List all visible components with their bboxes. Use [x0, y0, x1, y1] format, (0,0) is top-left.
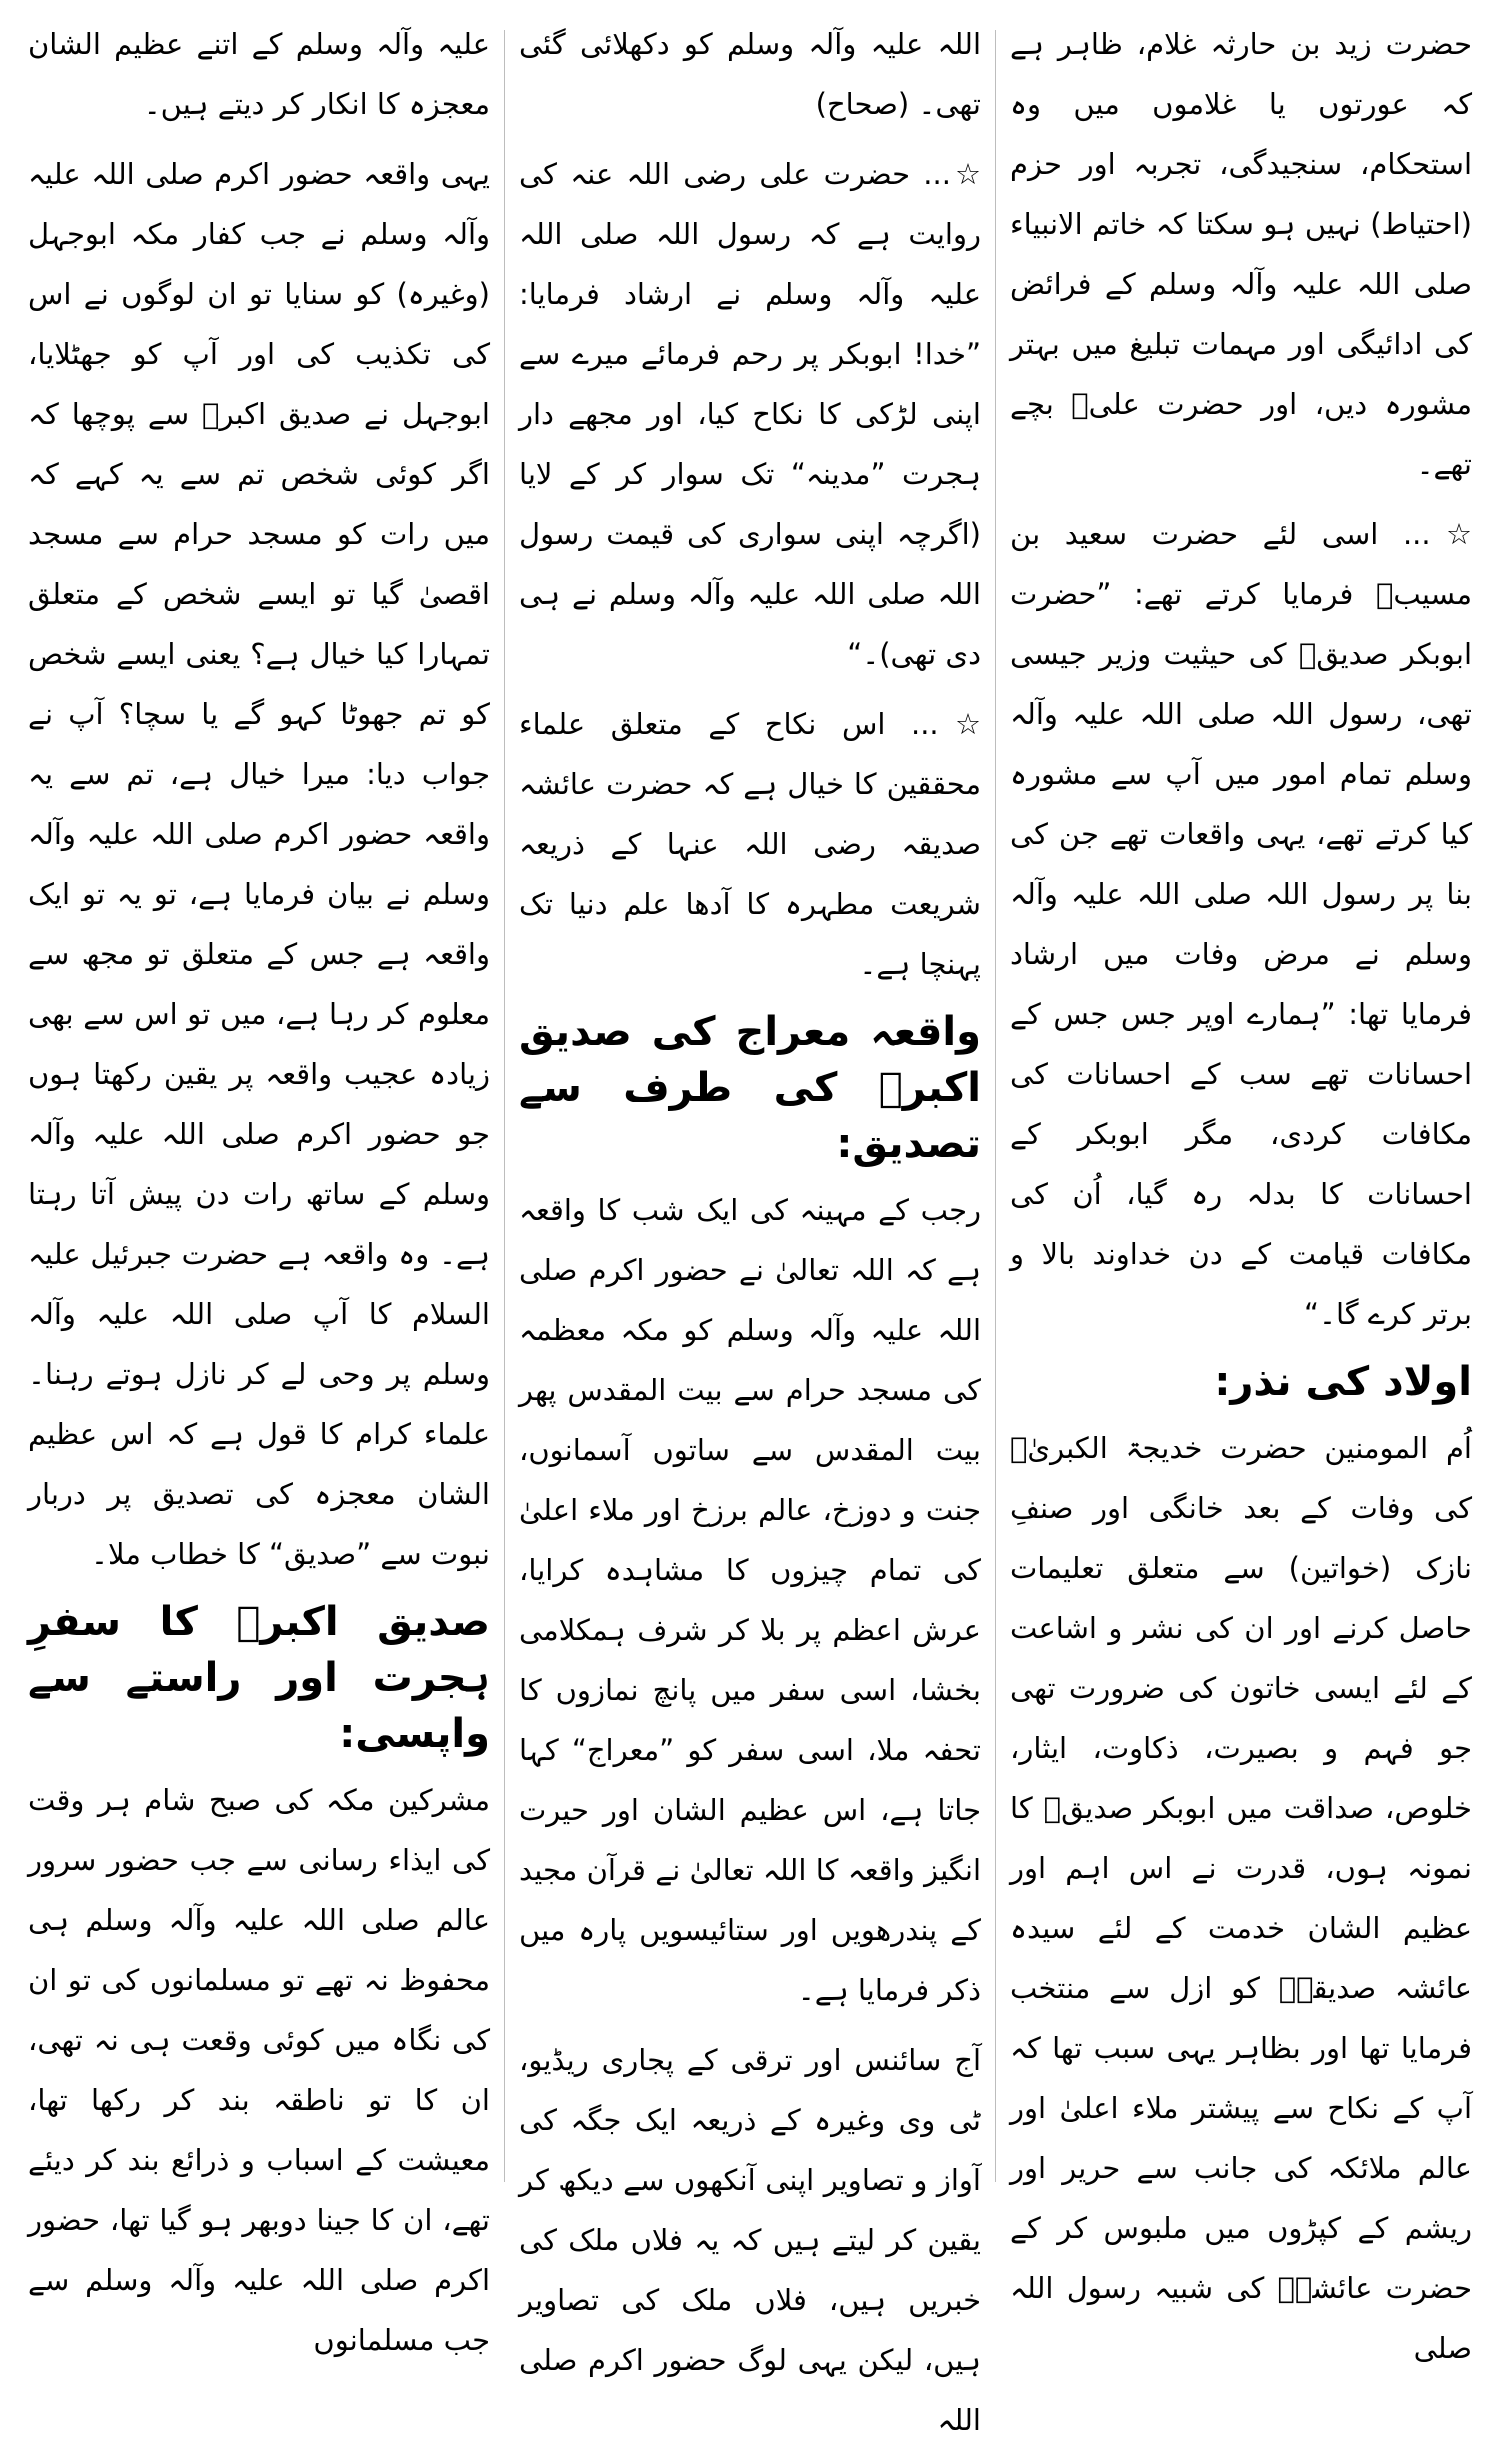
column-divider	[995, 30, 996, 2182]
paragraph: اُم المومنین حضرت خدیجۃ الکبریٰؓ کی وفات کے بعد خانگی اور صنفِ نازک (خواتین) سے متعلق تعلیمات حاصل کرنے اور ان کی نشر و اشاعت کے لئے ایسی خاتون کی ضرورت تھی جو فہم و بصیرت، ذکاوت، ایثار، خلوص، صداقت میں ابوبکر صدیقؓ کا نمونہ ہوں، قدرت نے اس اہم اور عظیم الشان خدمت کے لئے سیدہ عائشہ صدیقہؓ کو ازل سے منتخب فرمایا تھا اور بظاہر یہی سبب تھا کہ آپ کے نکاح سے پیشتر ملاء اعلیٰ اور عالم ملائکہ کی جانب سے حریر اور ریشم کے کپڑوں میں ملبوس کر کے حضرت عائشہؓ کی شبیہ رسول اللہ صلی	[1010, 1431, 1472, 2365]
column-right	[1010, 14, 1472, 2365]
paragraph: ☆... حضرت علی رضی اللہ عنہ کی روایت ہے کہ رسول اللہ صلی اللہ علیہ وآلہ وسلم نے ارشاد فرمایا: ”خدا! ابوبکر پر رحم فرمائے میرے سے اپنی لڑکی کا نکاح کیا، اور مجھے دار ہجرت ”مدینہ“ تک سوار کر کے لایا (اگرچہ اپنی سواری کی قیمت رسول اللہ صلی اللہ علیہ وآلہ وسلم نے ہی دی تھی)۔“	[519, 157, 981, 671]
paragraph: حضرت زید بن حارثہ غلام، ظاہر ہے کہ عورتوں یا غلاموں میں وہ استحکام، سنجیدگی، تجربہ اور حزم (احتیاط) نہیں ہو سکتا کہ خاتم الانبیاء صلی اللہ علیہ وآلہ وسلم کے فرائض کی ادائیگی اور مہمات تبلیغ میں بہتر مشورہ دیں، اور حضرت علیؓ بچے تھے۔	[1010, 27, 1472, 481]
section-heading: صدیق اکبرؓ کا سفرِ ہجرت اور راستے سے واپسی:	[28, 1599, 490, 1757]
column-divider	[504, 30, 505, 2182]
paragraph: مشرکین مکہ کی صبح شام ہر وقت کی ایذاء رسانی سے جب حضور سرور عالم صلی اللہ علیہ وآلہ وسلم ہی محفوظ نہ تھے تو مسلمانوں کی تو ان کی نگاہ میں کوئی وقعت ہی نہ تھی، ان کا تو ناطقہ بند کر رکھا تھا، معیشت کے اسباب و ذرائع بند کر دیئے تھے، ان کا جینا دوبھر ہو گیا تھا، حضور اکرم صلی اللہ علیہ وآلہ وسلم سے جب مسلمانوں	[28, 1783, 490, 2357]
column-middle	[519, 14, 981, 2437]
paragraph: علیہ وآلہ وسلم کے اتنے عظیم الشان معجزہ کا انکار کر دیتے ہیں۔	[28, 27, 490, 121]
paragraph: اللہ علیہ وآلہ وسلم کو دکھلائی گئی تھی۔ (صحاح)	[519, 27, 981, 121]
column-left	[28, 14, 490, 2357]
paragraph: ☆... اس نکاح کے متعلق علماء محققین کا خیال ہے کہ حضرت عائشہ صدیقہ رضی اللہ عنہا کے ذریعہ شریعت مطہرہ کا آدھا علم دنیا تک پہنچا ہے۔	[519, 707, 981, 981]
section-heading: اولاد کی نذر:	[1214, 1359, 1472, 1405]
section-heading: واقعہ معراج کی صدیق اکبرؓ کی طرف سے تصدیق:	[519, 1009, 981, 1167]
paragraph: آج سائنس اور ترقی کے پجاری ریڈیو، ٹی وی وغیرہ کے ذریعہ ایک جگہ کی آواز و تصاویر اپنی آنکھوں سے دیکھ کر یقین کر لیتے ہیں کہ یہ فلاں ملک کی خبریں ہیں، فلاں ملک کی تصاویر ہیں، لیکن یہی لوگ حضور اکرم صلی اللہ	[519, 2043, 981, 2437]
paragraph: یہی واقعہ حضور اکرم صلی اللہ علیہ وآلہ وسلم نے جب کفار مکہ ابوجہل (وغیرہ) کو سنایا تو ان لوگوں نے اس کی تکذیب کی اور آپ کو جھٹلایا، ابوجہل نے صدیق اکبرؓ سے پوچھا کہ اگر کوئی شخص تم سے یہ کہے کہ میں رات کو مسجد حرام سے مسجد اقصیٰ گیا تو ایسے شخص کے متعلق تمہارا کیا خیال ہے؟ یعنی ایسے شخص کو تم جھوٹا کہو گے یا سچا؟ آپ نے جواب دیا: میرا خیال ہے، تم سے یہ واقعہ حضور اکرم صلی اللہ علیہ وآلہ وسلم نے بیان فرمایا ہے، تو یہ تو ایک واقعہ ہے جس کے متعلق تو مجھ سے معلوم کر رہا ہے، میں تو اس سے بھی زیادہ عجیب واقعہ پر یقین رکھتا ہوں جو حضور اکرم صلی اللہ علیہ وآلہ وسلم کے ساتھ رات دن پیش آتا رہتا ہے۔ وہ واقعہ ہے حضرت جبرئیل علیہ السلام کا آپ صلی اللہ علیہ وآلہ وسلم پر وحی لے کر نازل ہوتے رہنا۔ علماء کرام کا قول ہے کہ اس عظیم الشان معجزہ کی تصدیق پر دربار نبوت سے ”صدیق“ کا خطاب ملا۔	[28, 157, 490, 1571]
paragraph: ☆... اسی لئے حضرت سعید بن مسیبؒ فرمایا کرتے تھے: ”حضرت ابوبکر صدیقؓ کی حیثیت وزیر جیسی تھی، رسول اللہ صلی اللہ علیہ وآلہ وسلم تمام امور میں آپ سے مشورہ کیا کرتے تھے، یہی واقعات تھے جن کی بنا پر رسول اللہ صلی اللہ علیہ وآلہ وسلم نے مرض وفات میں ارشاد فرمایا تھا: ”ہمارے اوپر جس جس کے احسانات تھے سب کے احسانات کی مکافات کردی، مگر ابوبکر کے احسانات کا بدلہ رہ گیا، اُن کی مکافات قیامت کے دن خداوند بالا و برتر کرے گا۔“	[1010, 517, 1472, 1331]
paragraph: رجب کے مہینہ کی ایک شب کا واقعہ ہے کہ اللہ تعالیٰ نے حضور اکرم صلی اللہ علیہ وآلہ وسلم کو مکہ معظمہ کی مسجد حرام سے بیت المقدس پھر بیت المقدس سے ساتوں آسمانوں، جنت و دوزخ، عالم برزخ اور ملاء اعلیٰ کی تمام چیزوں کا مشاہدہ کرایا، عرش اعظم پر بلا کر شرف ہمکلامی بخشا، اسی سفر میں پانچ نمازوں کا تحفہ ملا، اسی سفر کو ”معراج“ کہا جاتا ہے، اس عظیم الشان اور حیرت انگیز واقعہ کا اللہ تعالیٰ نے قرآن مجید کے پندرھویں اور ستائیسویں پارہ میں ذکر فرمایا ہے۔	[519, 1193, 981, 2007]
